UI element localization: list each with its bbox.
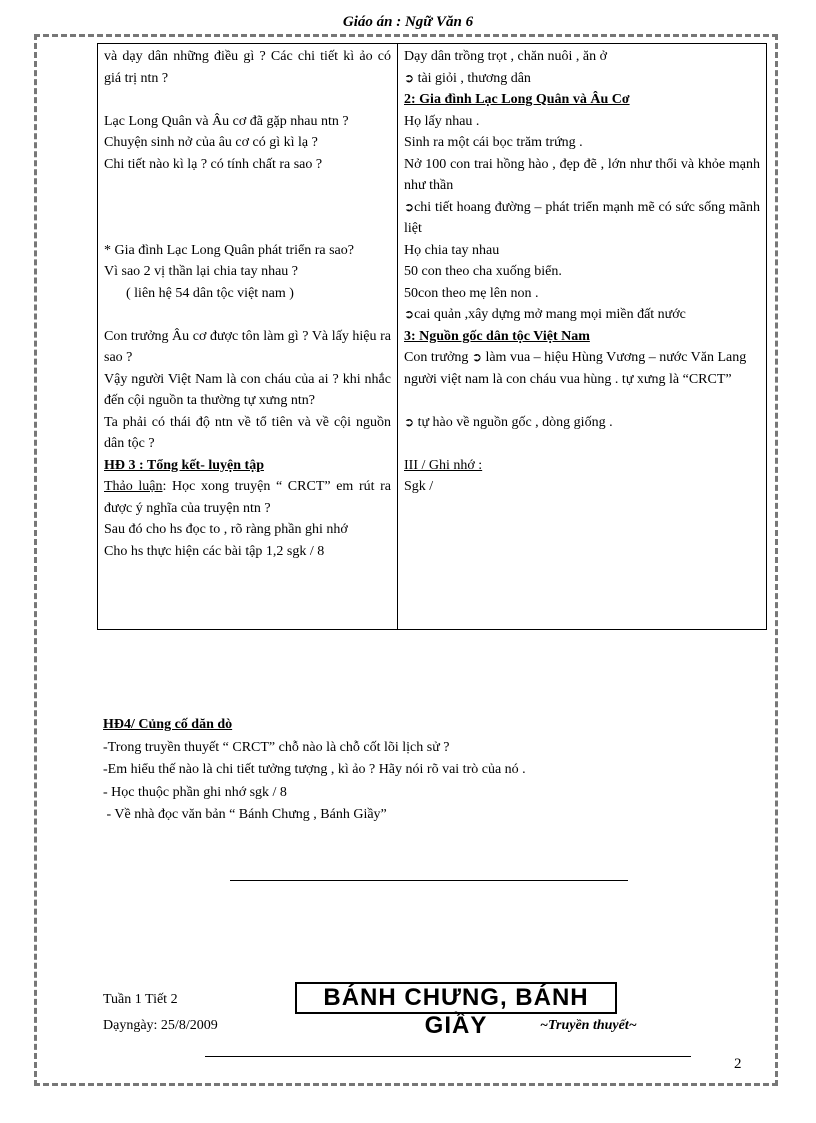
right-text: ➲ tự hào về nguồn gốc , dòng giống . [404,414,613,430]
week-lesson-label: Tuần 1 Tiết 2 [103,992,178,1007]
consolidation-item: - Học thuộc phần ghi nhớ sgk / 8 [103,784,287,800]
left-text: Cho hs thực hiện các bài tập 1,2 sgk / 8 [104,543,325,559]
arrow-icon: ➲ [404,199,415,214]
consolidation-item: - Về nhà đọc văn bản “ Bánh Chưng , Bánh Giầy” [103,807,387,822]
divider [230,880,628,881]
arrow-icon: ➲ [404,414,415,429]
left-text: và dạy dân những điều gì ? Các chi tiết kì ảo có giá trị ntn ? [104,49,391,86]
right-text: 50 con theo cha xuống biển. [404,264,562,279]
left-text: Chuyện sinh nở của âu cơ có gì kì lạ ? [104,135,318,150]
genre-label: ~Truyền thuyết~ [540,1018,637,1033]
right-text: Họ lấy nhau . [404,113,480,129]
right-text: Họ chia tay nhau [404,242,500,258]
section-heading: HĐ4/ Củng cố dăn dò [103,717,233,732]
left-text: Vậy người Việt Nam là con cháu của ai ? khi nhắc đến cội nguồn ta thường tự xưng ntn? [104,371,391,408]
section-heading: 3: Nguồn gốc dân tộc Việt Nam [404,328,590,344]
right-text: ➲cai quản ,xây dựng mở mang mọi miền đất nước [404,307,686,322]
section-heading: HĐ 3 : Tổng kết- luyện tập [104,457,264,473]
left-text: Ta phải có thái độ ntn về tổ tiên và về cội nguồn dân tộc ? [104,414,391,451]
teacher-activity-column [98,44,398,630]
page-header-title: Giáo án : Ngữ Văn 6 [342,14,474,30]
left-text: Vì sao 2 vị thần lại chia tay nhau ? [104,264,298,279]
left-text: ( liên hệ 54 dân tộc việt nam ) [126,285,294,301]
content-column [398,44,767,630]
right-text: Con trưởng ➲ làm vua – hiệu Hùng Vương – nước Văn Lang [404,350,747,365]
right-text: ➲chi tiết hoang đường – phát triển mạnh mẽ có sức sống mãnh liệt [404,199,760,236]
consolidation-section [103,714,763,827]
left-text: Con trưởng Âu cơ được tôn làm gì ? Và lấy hiệu ra sao ? [104,328,391,365]
discussion-question: : Học xong truyện “ CRCT” em rút ra được ý nghĩa của truyện ntn ? [104,479,391,516]
section-heading: III / Ghi nhớ : [404,457,483,473]
lesson-table [97,43,767,630]
right-text: ➲ tài giỏi , thương dân [404,70,531,86]
left-text: Sau đó cho hs đọc to , rõ ràng phần ghi nhớ [104,522,348,537]
left-text: Chi tiết nào kì lạ ? có tính chất ra sao ? [104,156,323,172]
teaching-date: Dạyngày: 25/8/2009 [103,1018,218,1033]
right-text: Sinh ra một cái bọc trăm trứng . [404,135,583,150]
left-text: Lạc Long Quân và Âu cơ đã gặp nhau ntn ? [104,113,349,129]
right-text: 50con theo mẹ lên non . [404,285,539,301]
right-text: Nở 100 con trai hồng hào , đẹp đẽ , lớn như thổi và khỏe mạnh như thần [404,156,760,193]
arrow-icon: ➲ [471,350,482,364]
right-text: Dạy dân trồng trọt , chăn nuôi , ăn ở [404,49,607,64]
left-text: * Gia đình Lạc Long Quân phát triển ra sao? [104,242,354,258]
arrow-icon: ➲ [404,307,415,321]
discussion-label: Thảo luận [104,479,163,494]
right-text: người việt nam là con cháu vua hùng . tự xưng là “CRCT” [404,371,732,387]
footer-divider [205,1056,691,1057]
discussion-text [104,476,391,519]
section-heading: 2: Gia đình Lạc Long Quân và Âu Cơ [404,92,630,107]
arrow-icon: ➲ [404,70,415,85]
lesson-title: BÁNH CHƯNG, BÁNH GIẦY [295,982,617,1014]
page-number: 2 [734,1056,742,1072]
right-text: Sgk / [404,479,434,494]
consolidation-item: -Em hiểu thế nào là chi tiết tưởng tượng , kì ảo ? Hãy nói rõ vai trò của nó . [103,762,526,777]
consolidation-item: -Trong truyền thuyết “ CRCT” chỗ nào là chỗ cốt lõi lịch sử ? [103,739,450,755]
